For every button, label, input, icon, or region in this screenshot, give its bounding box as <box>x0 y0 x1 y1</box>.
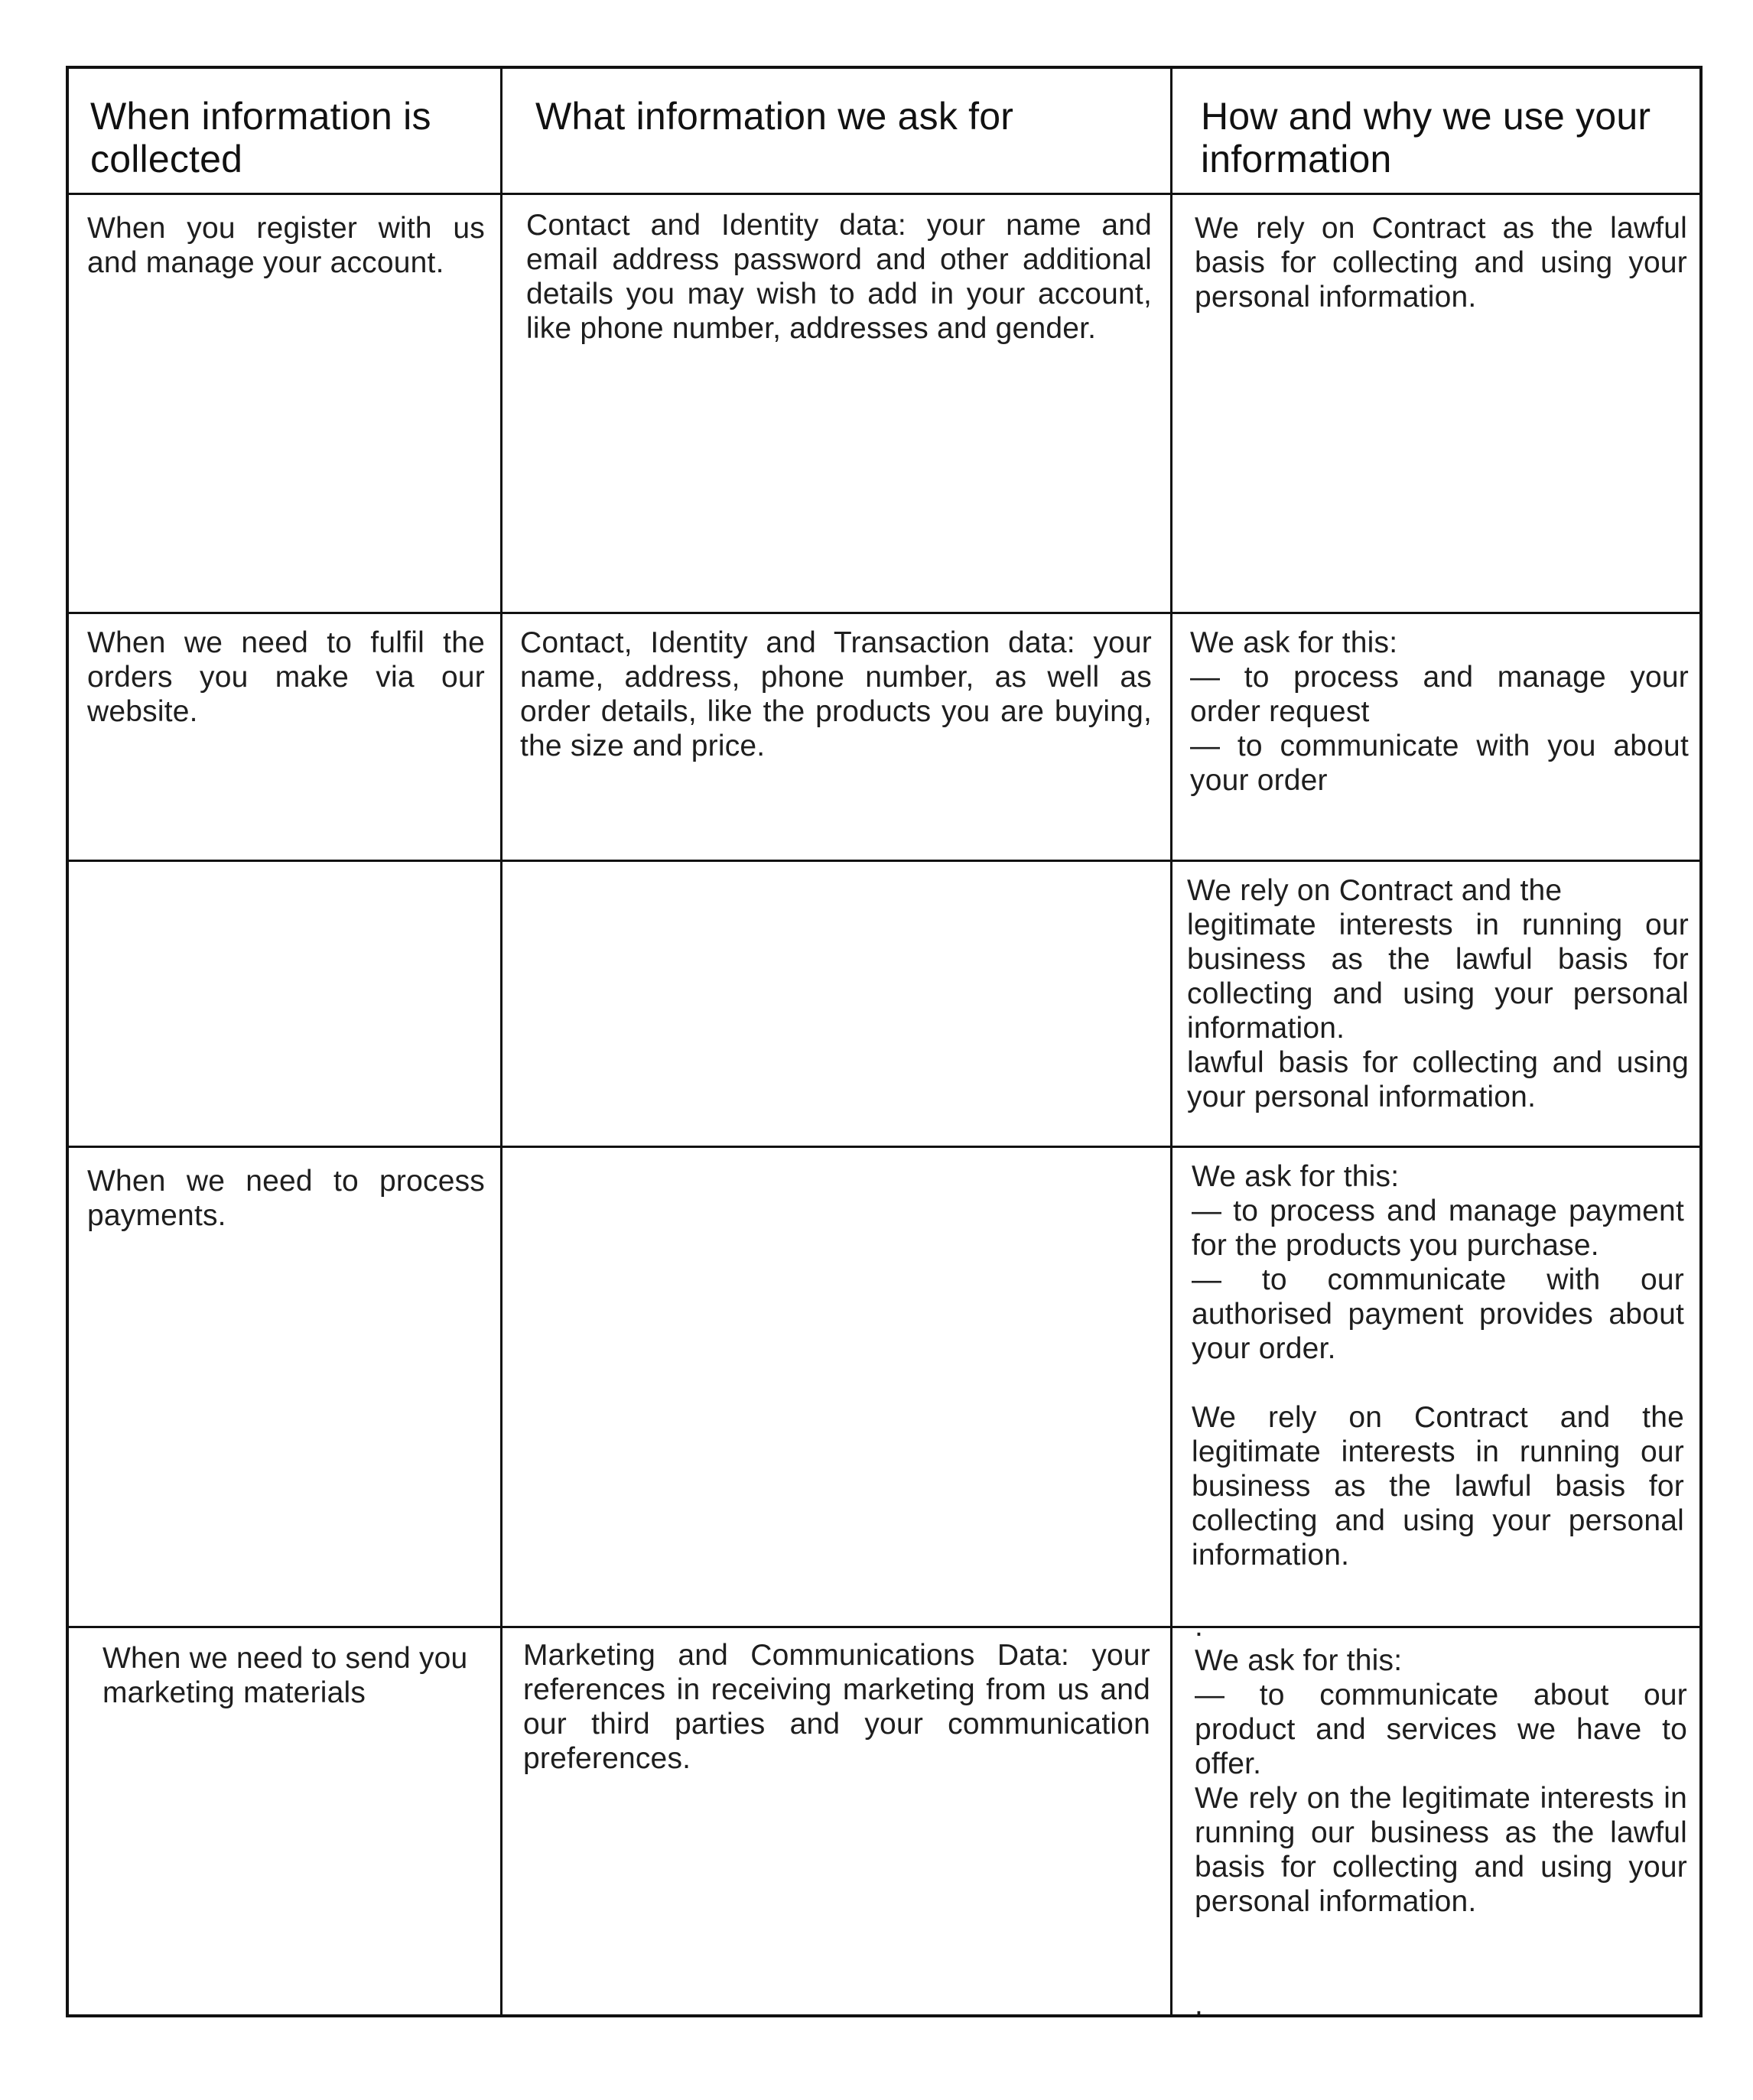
row-5-what: Marketing and Communications Data: your references in receiving marketing from us and our third parties and your communication preferences. <box>523 1639 1150 1775</box>
row-2-how: We ask for this: — to process and manage your order request — to communicate with you about your order <box>1190 626 1689 797</box>
row-divider-1 <box>69 612 1699 614</box>
row-5-how: . We ask for this: — to communicate about our product and services we have to offer. We rely on the legitimate interests in running our business as the lawful basis for collecting and using your personal information. . <box>1195 1610 1687 2021</box>
column-divider-1 <box>500 69 502 2014</box>
header-when-collected: When information is collected <box>90 95 431 180</box>
row-divider-header <box>69 193 1699 195</box>
header-what-we-ask: What information we ask for <box>535 95 1014 138</box>
row-1-what: Contact and Identity data: your name and email address password and other additional details you may wish to add in your account, like phone number, addresses and gender. <box>526 209 1152 345</box>
row-divider-2 <box>69 860 1699 862</box>
row-divider-3 <box>69 1146 1699 1148</box>
header-how-we-use: How and why we use your information <box>1201 95 1651 180</box>
row-3-how: We rely on Contract and the legitimate interests in running our business as the lawful basis for collecting and using your personal information. lawful basis for collecting and using your personal information. <box>1187 874 1689 1113</box>
row-1-when: When you register with us and manage your account. <box>87 212 485 279</box>
row-5-when: When we need to send you marketing materials <box>102 1642 468 1709</box>
row-2-when: When we need to fulfil the orders you make via our website. <box>87 626 485 728</box>
information-table <box>66 66 1703 2021</box>
row-4-when: When we need to process payments. <box>87 1165 485 1232</box>
column-divider-2 <box>1170 69 1172 2014</box>
row-2-what: Contact, Identity and Transaction data: your name, address, phone number, as well as order details, like the products you are buying, the size and price. <box>520 626 1152 762</box>
row-1-how: We rely on Contract as the lawful basis for collecting and using your personal information. <box>1195 212 1687 314</box>
row-4-how: We ask for this: — to process and manage payment for the products you purchase. — to communicate with our authorised payment provides about your order. We rely on Contract and the legitimate interests in running our business as the lawful basis for collecting and using your personal information. <box>1192 1160 1684 1572</box>
